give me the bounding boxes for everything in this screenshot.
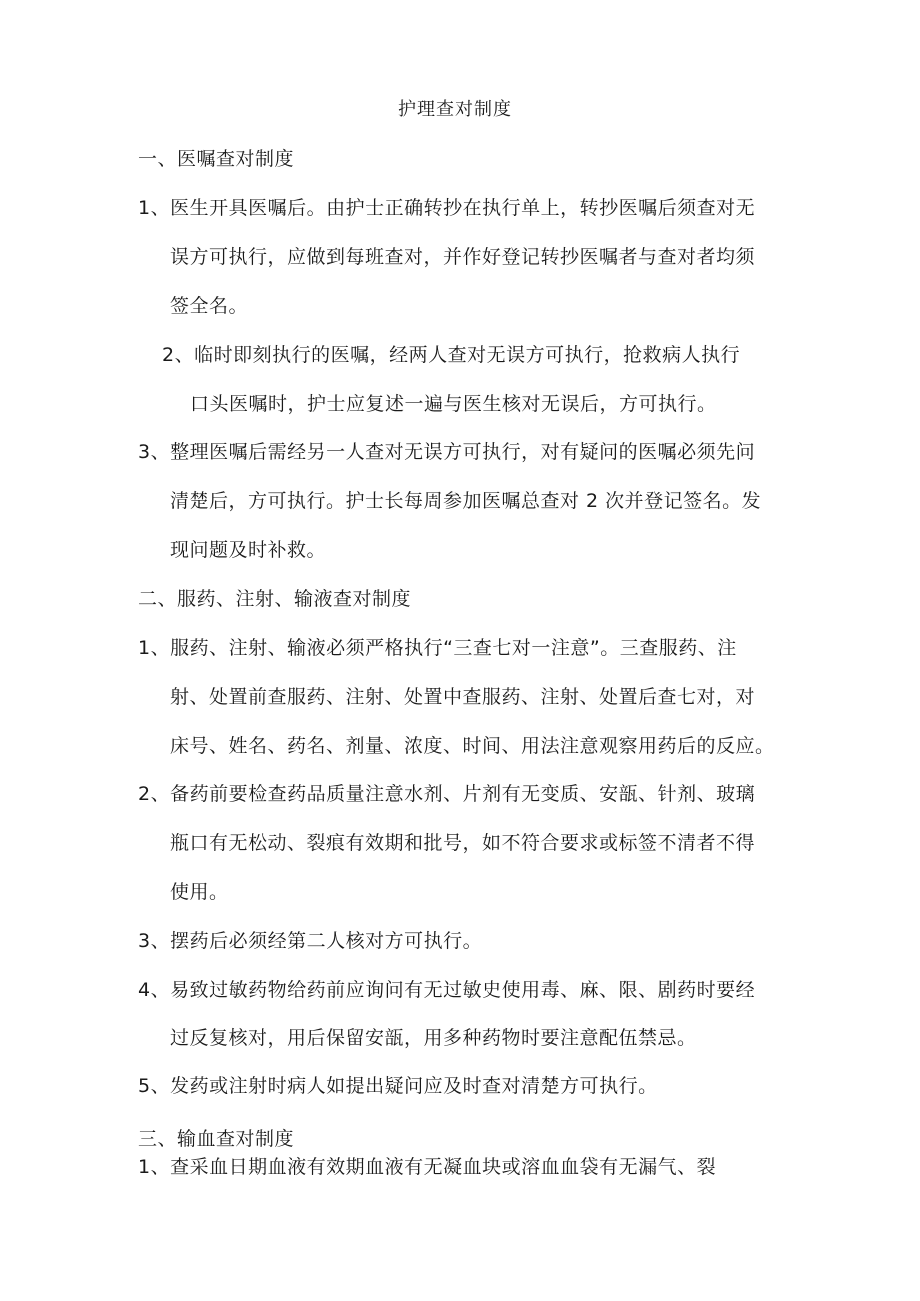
paragraph-line: 口头医嘱时，护士应复述一遍与医生核对无误后，方可执行。	[190, 393, 717, 415]
paragraph-line: 瓶口有无松动、裂痕有效期和批号，如不符合要求或标签不清者不得	[170, 832, 756, 854]
section-heading: 三、输血查对制度	[138, 1128, 295, 1150]
paragraph-line: 3、摆药后必须经第二人核对方可执行。	[138, 930, 483, 952]
paragraph-line: 1、医生开具医嘱后。由护士正确转抄在执行单上，转抄医嘱后须查对无	[138, 197, 756, 219]
paragraph-line: 误方可执行，应做到每班查对，并作好登记转抄医嘱者与查对者均须	[170, 246, 756, 268]
paragraph-line: 射、处置前查服药、注射、处置中查服药、注射、处置后查七对，对	[170, 686, 756, 708]
paragraph-line: 床号、姓名、药名、剂量、浓度、时间、用法注意观察用药后的反应。	[170, 735, 775, 757]
paragraph-line: 使用。	[170, 881, 229, 903]
paragraph-line: 现问题及时补救。	[170, 539, 327, 561]
document-title: 护理查对制度	[398, 99, 512, 120]
section-heading: 一、医嘱查对制度	[138, 148, 295, 170]
paragraph-line: 5、发药或注射时病人如提出疑问应及时查对清楚方可执行。	[138, 1075, 658, 1097]
paragraph-line: 4、易致过敏药物给药前应询问有无过敏史使用毒、麻、限、剧药时要经	[138, 979, 756, 1001]
paragraph-line: 3、整理医嘱后需经另一人查对无误方可执行，对有疑问的医嘱必须先问	[138, 441, 756, 463]
paragraph-line: 1、查采血日期血液有效期血液有无凝血块或溶血血袋有无漏气、裂	[138, 1156, 717, 1178]
paragraph-line: 过反复核对，用后保留安瓿，用多种药物时要注意配伍禁忌。	[170, 1027, 697, 1049]
paragraph-line: 清楚后，方可执行。护士长每周参加医嘱总查对 2 次并登记签名。发	[170, 490, 762, 512]
section-heading: 二、服药、注射、输液查对制度	[138, 588, 412, 610]
paragraph-line: 2、临时即刻执行的医嘱，经两人查对无误方可执行，抢救病人执行	[162, 344, 741, 366]
paragraph-line: 签全名。	[170, 295, 249, 317]
paragraph-line: 1、服药、注射、输液必须严格执行“三查七对一注意”。三查服药、注	[138, 637, 737, 659]
paragraph-line: 2、备药前要检查药品质量注意水剂、片剂有无变质、安瓿、针剂、玻璃	[138, 783, 756, 805]
